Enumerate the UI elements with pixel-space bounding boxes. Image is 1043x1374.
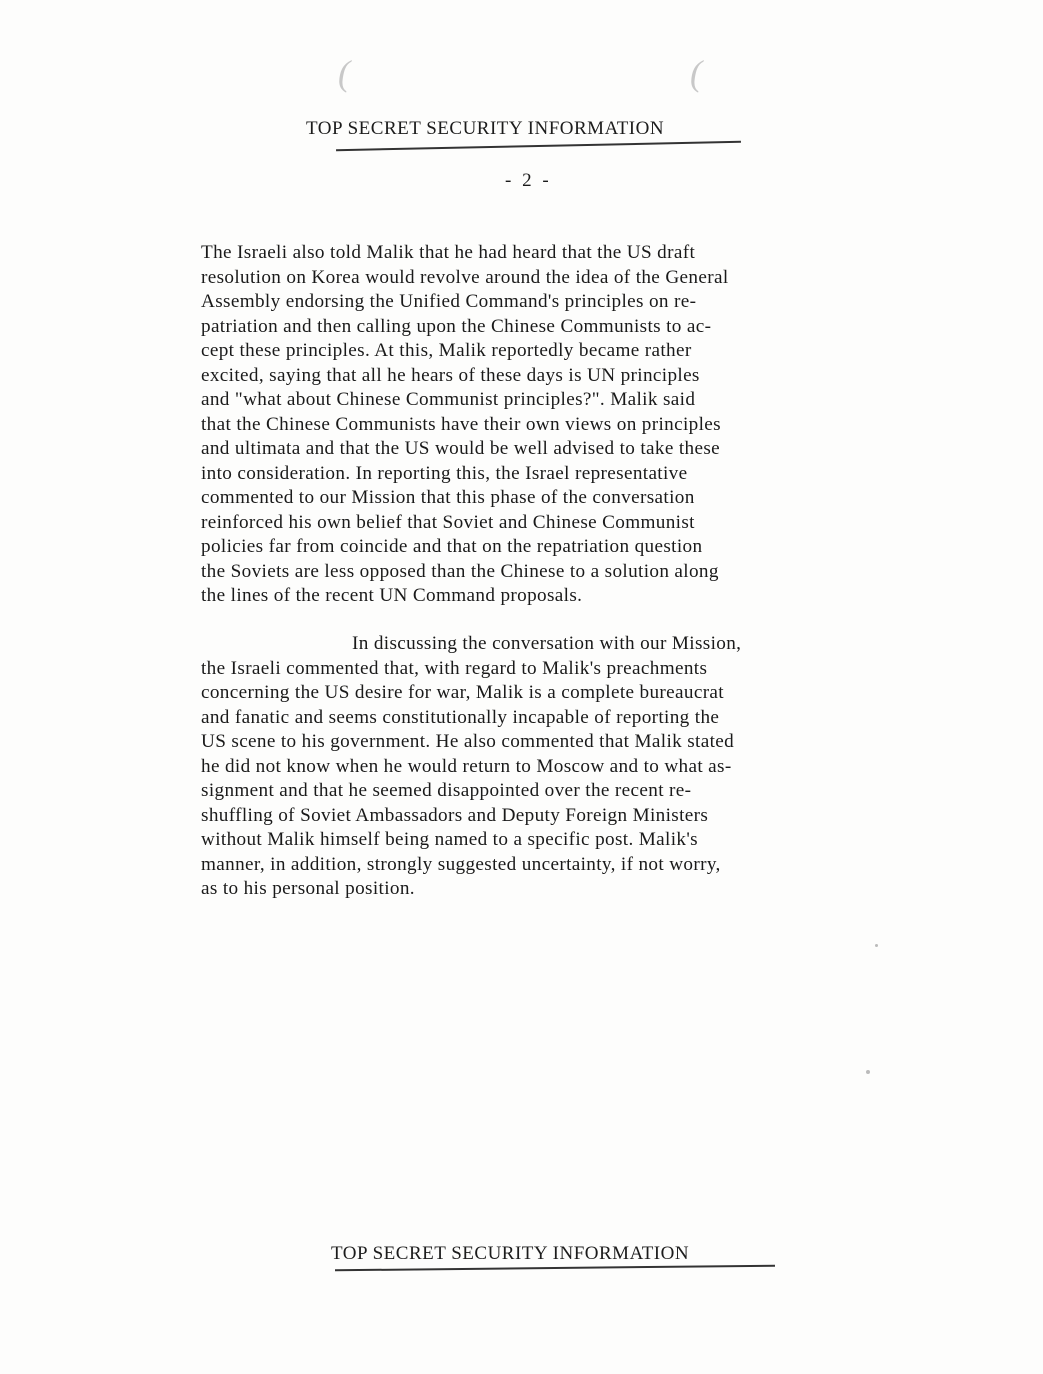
paper-speck <box>866 1070 870 1074</box>
text-line: resolution on Korea would revolve around the idea of the General <box>201 266 729 288</box>
text-line: The Israeli also told Malik that he had heard that the US draft <box>201 242 696 263</box>
punch-hole-mark-right: ( <box>690 53 702 93</box>
footer-classification: TOP SECRET SECURITY INFORMATION <box>331 1243 690 1264</box>
text-line: into consideration. In reporting this, the Israel representative <box>201 462 688 484</box>
text-line: cept these principles. At this, Malik reportedly became rather <box>201 340 692 361</box>
text-line: as to his personal position. <box>201 878 415 899</box>
footer-underline <box>335 1265 775 1272</box>
text-line: the lines of the recent UN Command proposals. <box>201 585 583 606</box>
text-line: Assembly endorsing the Unified Command's principles on re- <box>201 291 697 312</box>
text-line: reinforced his own belief that Soviet and Chinese Communist <box>201 511 695 533</box>
page-number: - 2 - <box>505 170 552 191</box>
paragraph-2 <box>201 632 931 902</box>
punch-hole-mark-left: ( <box>338 53 350 93</box>
text-line: the Soviets are less opposed than the Chinese to a solution along <box>201 560 719 582</box>
text-line: he did not know when he would return to Moscow and to what as- <box>201 755 732 777</box>
text-line: without Malik himself being named to a specific post. Malik's <box>201 829 698 850</box>
text-line: commented to our Mission that this phase of the conversation <box>201 487 695 508</box>
text-line: In discussing the conversation with our Mission, <box>352 633 742 654</box>
text-line: that the Chinese Communists have their own views on principles <box>201 413 721 435</box>
header-classification: TOP SECRET SECURITY INFORMATION <box>306 118 665 139</box>
text-line: excited, saying that all he hears of these days is UN principles <box>201 364 700 386</box>
text-line: shuffling of Soviet Ambassadors and Deputy Foreign Ministers <box>201 804 709 826</box>
text-line: and "what about Chinese Communist principles?". Malik said <box>201 389 696 410</box>
header-strikethrough <box>336 141 741 151</box>
text-line: manner, in addition, strongly suggested uncertainty, if not worry, <box>201 853 721 875</box>
text-line: signment and that he seemed disappointed over the recent re- <box>201 780 692 801</box>
text-line: and fanatic and seems constitutionally incapable of reporting the <box>201 706 720 728</box>
paper-speck <box>875 944 878 947</box>
text-line: and ultimata and that the US would be well advised to take these <box>201 438 721 459</box>
text-line: US scene to his government. He also commented that Malik stated <box>201 731 735 752</box>
text-line: concerning the US desire for war, Malik is a complete bureaucrat <box>201 682 724 703</box>
text-line: patriation and then calling upon the Chinese Communists to ac- <box>201 315 712 337</box>
paragraph-1 <box>201 241 931 609</box>
text-line: policies far from coincide and that on the repatriation question <box>201 536 703 557</box>
text-line: the Israeli commented that, with regard to Malik's preachments <box>201 657 708 679</box>
